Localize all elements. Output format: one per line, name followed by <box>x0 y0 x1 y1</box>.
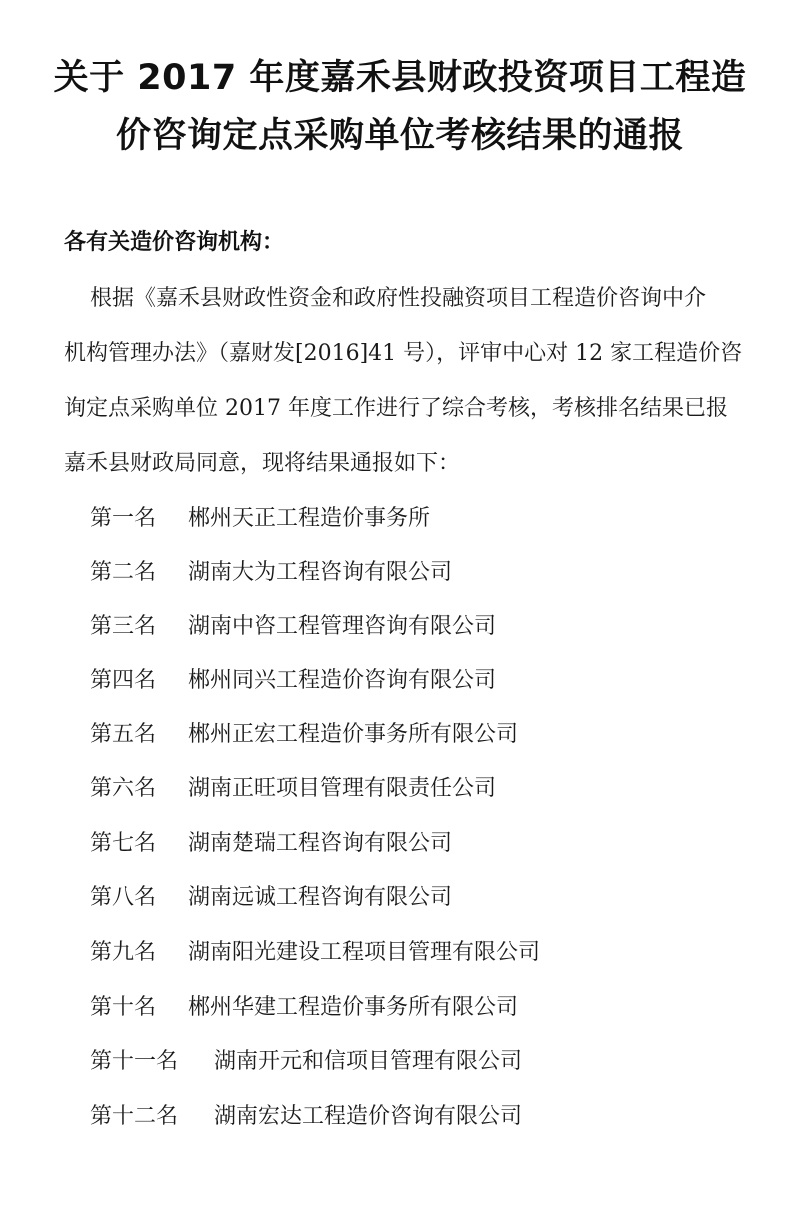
rank-label: 第十名 <box>90 995 157 1020</box>
rank-label: 第九名 <box>90 940 157 965</box>
company-name: 湖南大为工程咨询有限公司 <box>188 560 453 585</box>
ranking-row <box>90 503 430 535</box>
rank-label: 第八名 <box>90 885 157 910</box>
company-name: 湖南阳光建设工程项目管理有限公司 <box>188 940 541 965</box>
rank-label: 第十二名 <box>90 1104 179 1129</box>
company-name: 湖南正旺项目管理有限责任公司 <box>188 776 497 801</box>
ranking-row <box>90 719 518 751</box>
company-name: 湖南远诚工程咨询有限公司 <box>188 885 453 910</box>
ranking-row <box>90 992 518 1024</box>
company-name: 湖南宏达工程造价咨询有限公司 <box>214 1104 523 1129</box>
rank-label: 第二名 <box>90 560 157 585</box>
company-name: 郴州天正工程造价事务所 <box>188 506 431 531</box>
ranking-row <box>90 828 452 860</box>
ranking-row <box>90 665 496 697</box>
company-name: 湖南中咨工程管理咨询有限公司 <box>188 614 497 639</box>
rank-label: 第一名 <box>90 506 157 531</box>
company-name: 湖南开元和信项目管理有限公司 <box>214 1049 523 1074</box>
company-name: 郴州华建工程造价事务所有限公司 <box>188 995 519 1020</box>
rank-label: 第七名 <box>90 831 157 856</box>
ranking-row <box>90 773 496 805</box>
rank-label: 第三名 <box>90 614 157 639</box>
document-title-line-1: 关于 2017 年度嘉禾县财政投资项目工程造 <box>53 58 747 98</box>
rank-label: 第六名 <box>90 776 157 801</box>
rank-label: 第十一名 <box>90 1049 179 1074</box>
paragraph-line-3: 询定点采购单位 2017 年度工作进行了综合考核，考核排名结果已报 <box>64 396 728 421</box>
ranking-row <box>90 1101 522 1133</box>
company-name: 湖南楚瑞工程咨询有限公司 <box>188 831 453 856</box>
ranking-row <box>90 937 540 969</box>
company-name: 郴州同兴工程造价咨询有限公司 <box>188 668 497 693</box>
document-title-line-2: 价咨询定点采购单位考核结果的通报 <box>115 116 684 156</box>
paragraph-line-4: 嘉禾县财政局同意，现将结果通报如下： <box>64 451 461 476</box>
ranking-row <box>90 611 496 643</box>
ranking-row <box>90 882 452 914</box>
rank-label: 第五名 <box>90 722 157 747</box>
salutation: 各有关造价咨询机构： <box>64 230 285 255</box>
paragraph-line-1: 根据《嘉禾县财政性资金和政府性投融资项目工程造价咨询中介 <box>90 286 707 311</box>
rank-label: 第四名 <box>90 668 157 693</box>
ranking-row <box>90 1046 522 1078</box>
company-name: 郴州正宏工程造价事务所有限公司 <box>188 722 519 747</box>
paragraph-line-2: 机构管理办法》（嘉财发[2016]41 号），评审中心对 12 家工程造价咨 <box>64 341 743 366</box>
ranking-row <box>90 557 452 589</box>
